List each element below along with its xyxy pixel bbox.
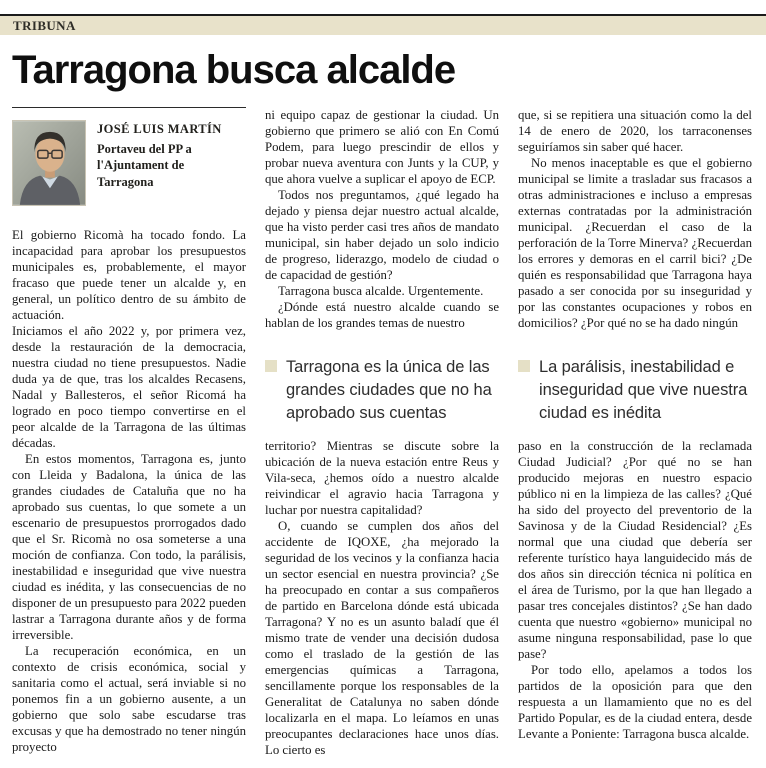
author-photo [12,120,86,206]
pull-quote-1 [265,350,499,438]
body-paragraph: territorio? Mientras se discute sobre la ubicación de la nueva estación entre Reus y Vila-seca, ¿hemos oído a nuestro alcalde reivindicar el agravio hacia Tarragona y luchar por nuestra capitalidad? [265,439,499,517]
author-name: JOSÉ LUIS MARTÍN [97,122,222,136]
author-box [12,107,246,215]
body-paragraph: Todos nos preguntamos, ¿qué legado ha dejado y piensa dejar nuestro actual alcalde, que ha visto perder casi tres años de mandato municipal, sin haber dejado un solo indicio de progreso, liderazgo, modelo de ciudad o de capacidad de gestión? [265,188,499,282]
body-paragraph: La recuperación económica, en un contexto de crisis económica, social y sanitaria como el actual, será inviable si no ponemos fin a un gobierno ausente, a un gobierno que solo sabe escudarse tras excusas y que ha demostrado no tener ningún proyecto [12,644,246,754]
author-meta [97,120,242,215]
body-paragraph: Tarragona busca alcalde. Urgentemente. [278,284,484,298]
column-2-text-top [265,107,499,350]
author-role: Portaveu del PP a l'Ajuntament de Tarragona [97,142,192,189]
column-1 [12,107,246,768]
column-2-text-bottom [265,438,499,758]
pull-quote-1-text: Tarragona es la única de las grandes ciudades que no ha aprobado sus cuentas [286,358,492,422]
article-headline: Tarragona busca alcalde [12,48,456,92]
pull-quote-2-text: La parálisis, inestabilidad e inseguridad que vive nuestra ciudad es inédita [539,358,748,422]
section-label: TRIBUNA [13,17,76,33]
body-paragraph: El gobierno Ricomà ha tocado fondo. La incapacidad para aprobar los presupuestos municipales es, probablemente, el mayor fracaso que puede tener un alcalde y, en general, un político dentro de su ámbito de actuación. [12,228,246,322]
body-paragraph: No menos inaceptable es que el gobierno municipal se limite a trasladar sus fracasos a otras administraciones e incluso a empresas externas contratadas por la administración municipal. ¿Recuerdan el caso de la perforación de la Torre Minerva? ¿Recuerdan los errores y demoras en el carril bici? ¿De quién es responsabilidad que Tarragona haya pasado a ser conocida por su inseguridad y por las constantes ocupaciones y robos en domicilios? ¿Por qué no se ha dado ningún [518,156,752,330]
body-paragraph: O, cuando se cumplen dos años del accidente de IQOXE, ¿ha mejorado la seguridad de los vecinos y la confianza hacia un sector esencial en nuestra provincia? ¿Se ha preocupado en contar a sus compañeros de partido en Barcelona dónde está ubicada Tarragona? Y no es un asunto baladí que él mismo trate de vender una decisión dudosa como el traslado de la gestión de las emergencias químicas a Tarragona, sencillamente porque los responsables de la Generalitat de Catalunya no saben dónde localizarla en el mapa. Lo leíamos en unas preocupantes declaraciones hace unos días. Lo cierto es [265,519,499,757]
top-margin [0,0,766,14]
body-paragraph: En estos momentos, Tarragona es, junto con Lleida y Badalona, la única de las grandes ciudades de Cataluña que no ha aprobado sus cuentas, lo que somete a un escenario de presupuestos prorrogados dado que el Sr. Ricomà no osa someterse a una moción de confianza. Con todo, la parálisis, inestabilidad e inseguridad que vive nuestra ciudad es inédita, y las consecuencias de no disponer de un presupuesto para 2022 pueden lastrar a Tarragona durante años y de forma irreversible. [12,452,246,642]
quote-bullet-icon [265,360,277,372]
quote-bullet-icon [518,360,530,372]
body-paragraph: ni equipo capaz de gestionar la ciudad. Un gobierno que primero se alió con En Comú Podem, para luego prescindir de ellos y probar nueva aventura con Junts y la CUP, y que ahora vuelve a suplicar el apoyo de ECP. [265,108,499,186]
column-3-text-bottom [518,438,752,742]
column-3 [518,107,752,768]
column-1-text [12,227,246,755]
body-paragraph: ¿Dónde está nuestro alcalde cuando se hablan de los grandes temas de nuestro [265,300,499,330]
article-columns [12,107,754,768]
body-paragraph: Iniciamos el año 2022 y, por primera vez, desde la restauración de la democracia, nuestra ciudad no tiene presupuestos. Nadie duda ya de que, tras los alcaldes Recasens, Nadal y Ballesteros, el señor Ricomá ha logrado en poco tiempo convertirse en el peor alcalde de la Tarragona de las últimas décadas. [12,324,246,450]
pull-quote-2 [518,350,752,438]
body-paragraph: Por todo ello, apelamos a todos los partidos de la oposición para que den respuesta a un llamamiento que no es del Partido Popular, es de la ciudad entera, desde Levante a Poniente: Tarragona busca alcalde. [518,663,752,741]
body-paragraph: paso en la construcción de la reclamada Ciudad Judicial? ¿Por qué no se han producido mejoras en nuestro espacio público ni en la limpieza de las calles? ¿Qué ha sido del proyecto del preventorio de la Savinosa y de la Ciudad Residencial? ¿Es normal que una ciudad que debería ser referente turístico haya languidecido más de dos años sin dirección técnica ni política en el área de Turismo, por la que han llegado a pasar tres concejales distintos? ¿Se han dado cuenta que nuestro «gobierno» municipal no asume ninguna responsabilidad, pase lo que pase? [518,439,752,661]
body-paragraph: que, si se repitiera una situación como la del 14 de enero de 2020, los tarraconenses seguiríamos sin saber qué hacer. [518,108,752,154]
column-3-text-top [518,107,752,350]
section-band [0,16,766,35]
column-2 [265,107,499,768]
